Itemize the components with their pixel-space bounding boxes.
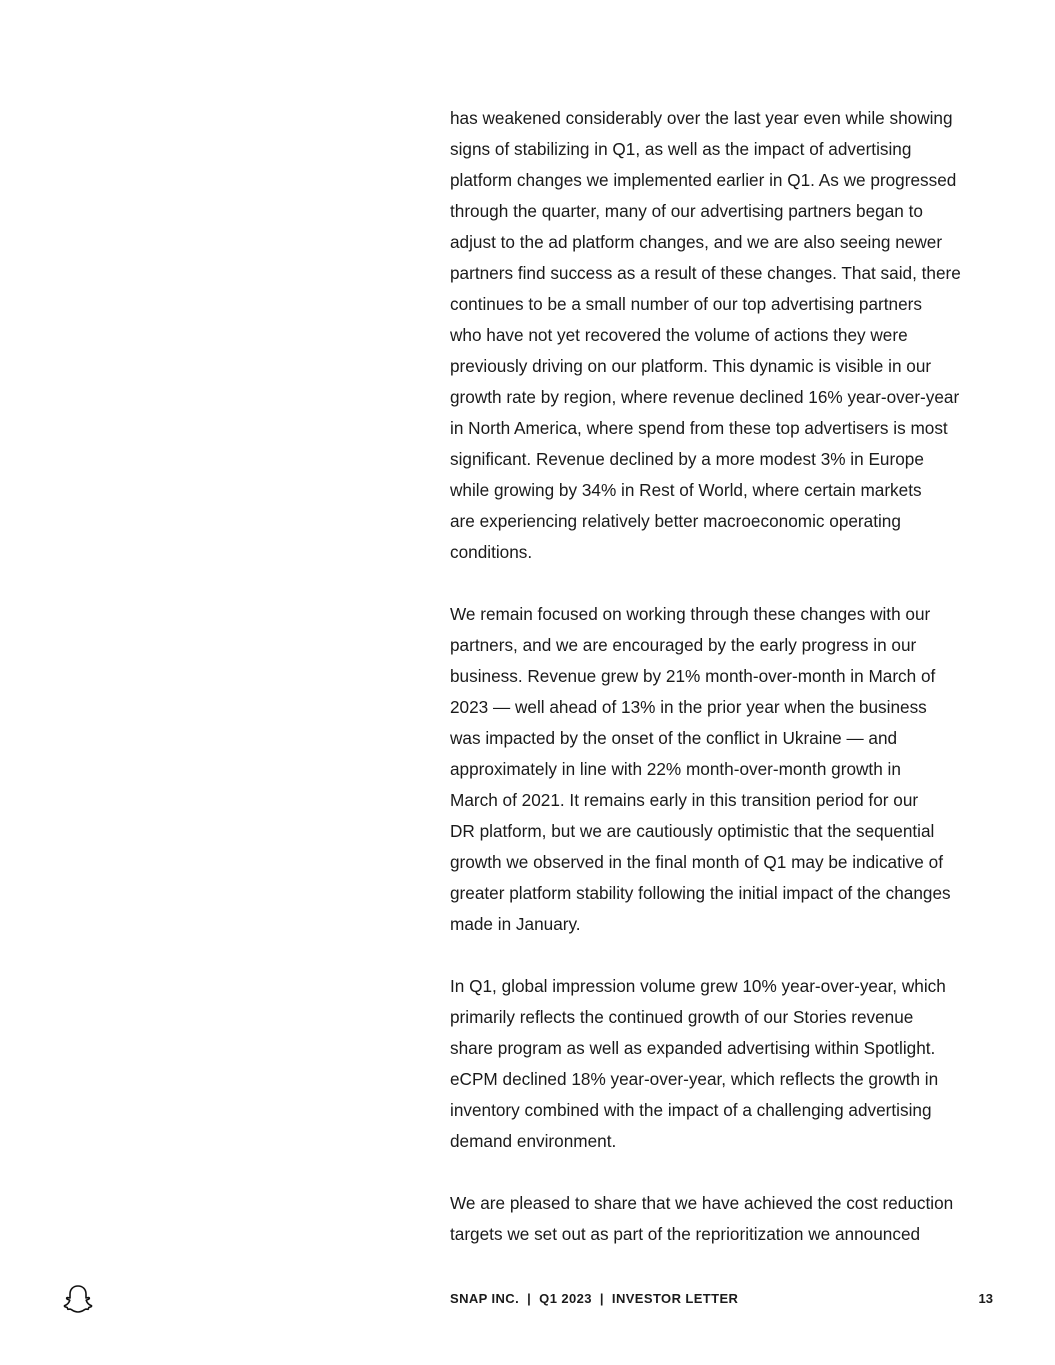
text-line: partners find success as a result of these changes. That said, there: [450, 263, 961, 283]
text-line: primarily reflects the continued growth of our Stories revenue: [450, 1007, 914, 1027]
paragraph: [450, 971, 1010, 1157]
text-line: 2023 — well ahead of 13% in the prior year when the business: [450, 697, 927, 717]
text-line: through the quarter, many of our advertising partners began to: [450, 201, 923, 221]
snapchat-ghost-icon: [61, 1283, 95, 1317]
text-line: share program as well as expanded advertising within Spotlight.: [450, 1038, 936, 1058]
text-line: platform changes we implemented earlier in Q1. As we progressed: [450, 170, 957, 190]
text-line: approximately in line with 22% month-over-month growth in: [450, 759, 901, 779]
paragraph: [450, 103, 1010, 568]
text-line: significant. Revenue declined by a more modest 3% in Europe: [450, 449, 924, 469]
text-line: while growing by 34% in Rest of World, where certain markets: [450, 480, 922, 500]
text-line: partners, and we are encouraged by the early progress in our: [450, 635, 917, 655]
text-line: growth we observed in the final month of Q1 may be indicative of: [450, 852, 943, 872]
text-line: We are pleased to share that we have achieved the cost reduction: [450, 1193, 954, 1213]
text-line: inventory combined with the impact of a challenging advertising: [450, 1100, 932, 1120]
text-line: business. Revenue grew by 21% month-over-month in March of: [450, 666, 936, 686]
text-line: was impacted by the onset of the conflict in Ukraine — and: [450, 728, 898, 748]
text-line: DR platform, but we are cautiously optimistic that the sequential: [450, 821, 935, 841]
text-line: who have not yet recovered the volume of actions they were: [450, 325, 908, 345]
paragraph: [450, 1188, 1010, 1250]
text-line: March of 2021. It remains early in this transition period for our: [450, 790, 919, 810]
body-text: [450, 103, 1010, 1281]
text-line: growth rate by region, where revenue declined 16% year-over-year: [450, 387, 960, 407]
text-line: previously driving on our platform. This dynamic is visible in our: [450, 356, 932, 376]
page-footer: [0, 1289, 1055, 1313]
text-line: greater platform stability following the initial impact of the changes: [450, 883, 951, 903]
paragraph: [450, 599, 1010, 940]
text-line: continues to be a small number of our top advertising partners: [450, 294, 922, 314]
text-line: adjust to the ad platform changes, and we are also seeing newer: [450, 232, 943, 252]
text-line: In Q1, global impression volume grew 10% year-over-year, which: [450, 976, 946, 996]
text-line: targets we set out as part of the reprioritization we announced: [450, 1224, 921, 1244]
footer-title: SNAP INC. | Q1 2023 | INVESTOR LETTER: [450, 1291, 739, 1306]
page-number: 13: [978, 1291, 993, 1306]
text-line: made in January.: [450, 914, 581, 934]
text-line: has weakened considerably over the last year even while showing: [450, 108, 953, 128]
text-line: in North America, where spend from these top advertisers is most: [450, 418, 948, 438]
text-line: conditions.: [450, 542, 533, 562]
text-line: signs of stabilizing in Q1, as well as the impact of advertising: [450, 139, 912, 159]
text-line: We remain focused on working through these changes with our: [450, 604, 931, 624]
text-line: are experiencing relatively better macroeconomic operating: [450, 511, 901, 531]
text-line: demand environment.: [450, 1131, 617, 1151]
text-line: eCPM declined 18% year-over-year, which reflects the growth in: [450, 1069, 939, 1089]
